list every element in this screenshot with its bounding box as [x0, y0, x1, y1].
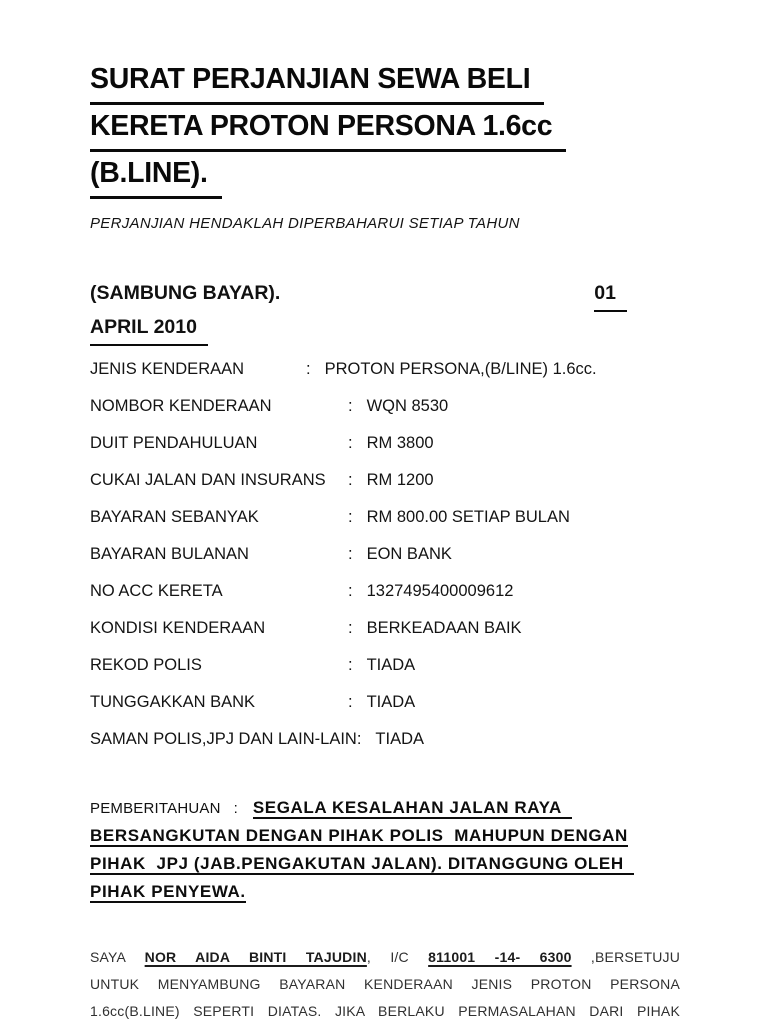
detail-label: NO ACC KERETA — [90, 582, 223, 600]
notice-line-3 — [90, 850, 680, 878]
detail-colon: : — [306, 360, 311, 378]
notice-line-2 — [90, 822, 680, 850]
title-text-2: KERETA PROTON PERSONA 1.6cc — [90, 105, 566, 152]
detail-label: DUIT PENDAHULUAN — [90, 434, 258, 452]
detail-value: WQN 8530 — [366, 397, 449, 415]
detail-colon: : — [348, 582, 353, 600]
title-line-3 — [90, 152, 680, 199]
closing-line-2: UNTUK MENYAMBUNG BAYARAN KENDERAAN JENIS PROTON PERSONA — [90, 975, 680, 992]
notice-text-1: SEGALA KESALAHAN JALAN RAYA — [253, 798, 572, 819]
detail-value: TIADA — [366, 656, 416, 674]
date-heading — [90, 278, 680, 346]
detail-colon: : — [348, 434, 353, 452]
title-text-1: SURAT PERJANJIAN SEWA BELI — [90, 58, 544, 105]
detail-colon: : — [348, 693, 353, 711]
detail-colon: : — [348, 397, 353, 415]
detail-row-duit-pendahuluan — [90, 435, 680, 452]
vehicle-details-list — [90, 361, 680, 748]
detail-colon: : — [356, 730, 362, 748]
detail-row-nombor-kenderaan — [90, 398, 680, 415]
notice-text-2: BERSANGKUTAN DENGAN PIHAK POLIS MAHUPUN DENGAN — [90, 825, 628, 845]
detail-value: TIADA — [366, 693, 416, 711]
notice-block — [90, 794, 680, 906]
detail-label: JENIS KENDERAAN — [90, 360, 245, 378]
document-title — [90, 58, 680, 199]
detail-row-no-acc-kereta — [90, 583, 680, 600]
detail-row-rekod-polis — [90, 657, 680, 674]
detail-row-bayaran-bulanan — [90, 546, 680, 563]
detail-colon: : — [348, 471, 353, 489]
ic-number: 811001 -14- 6300 — [428, 948, 572, 965]
closing-pre: SAYA — [90, 948, 126, 965]
notice-label: PEMBERITAHUAN — [90, 799, 221, 817]
detail-row-tunggakkan-bank — [90, 694, 680, 711]
detail-label: NOMBOR KENDERAAN — [90, 397, 272, 415]
date-day: 01 — [594, 278, 627, 312]
detail-row-bayaran-sebanyak — [90, 509, 680, 526]
detail-row-jenis-kenderaan — [90, 361, 680, 378]
detail-value: BERKEADAAN BAIK — [366, 619, 522, 637]
title-line-2 — [90, 105, 680, 152]
notice-colon: : — [233, 799, 238, 817]
notice-text-4: PIHAK PENYEWA. — [90, 881, 246, 901]
detail-label: REKOD POLIS — [90, 656, 202, 674]
date-heading-line-1 — [90, 278, 680, 312]
closing-line-3: 1.6cc(B.LINE) SEPERTI DIATAS. JIKA BERLAKU PERMASALAHAN DARI PIHAK — [90, 1002, 680, 1019]
detail-row-kondisi-kenderaan — [90, 620, 680, 637]
detail-colon: : — [348, 545, 353, 563]
detail-label: BAYARAN BULANAN — [90, 545, 249, 563]
detail-value: RM 3800 — [366, 434, 434, 452]
title-line-1 — [90, 58, 680, 105]
closing-line-1 — [90, 944, 680, 971]
notice-text-3: PIHAK JPJ (JAB.PENGAKUTAN JALAN). DITANGGUNG OLEH — [90, 854, 634, 875]
date-heading-line-2 — [90, 312, 680, 346]
notice-line-1 — [90, 794, 680, 822]
detail-value: PROTON PERSONA,(B/LINE) 1.6cc. — [324, 360, 597, 378]
ic-label: I/C — [390, 948, 409, 965]
detail-row-saman-polis — [90, 731, 680, 748]
tenant-name: NOR AIDA BINTI TAJUDIN — [144, 948, 367, 965]
detail-label: CUKAI JALAN DAN INSURANS — [90, 471, 326, 489]
notice-line-4 — [90, 878, 680, 906]
detail-value: RM 1200 — [366, 471, 434, 489]
date-month-year: APRIL 2010 — [90, 312, 208, 346]
closing-paragraph — [90, 944, 680, 1025]
detail-colon: : — [348, 619, 353, 637]
sambung-bayar-label: (SAMBUNG BAYAR). — [90, 282, 281, 304]
detail-value: TIADA — [375, 730, 425, 748]
detail-row-cukai-jalan — [90, 472, 680, 489]
detail-label: KONDISI KENDERAAN — [90, 619, 266, 637]
title-text-3: (B.LINE). — [90, 152, 222, 199]
detail-label: TUNGGAKKAN BANK — [90, 693, 256, 711]
subtitle: PERJANJIAN HENDAKLAH DIPERBAHARUI SETIAP TAHUN — [90, 215, 520, 232]
detail-value: EON BANK — [366, 545, 452, 563]
detail-value: RM 800.00 SETIAP BULAN — [366, 508, 570, 526]
closing-post: ,BERSETUJU — [590, 948, 681, 965]
detail-label: SAMAN POLIS,JPJ DAN LAIN-LAIN — [90, 730, 357, 748]
detail-colon: : — [348, 656, 353, 674]
detail-colon: : — [348, 508, 353, 526]
detail-value: 1327495400009612 — [366, 582, 514, 600]
comma: , — [366, 948, 371, 965]
detail-label: BAYARAN SEBANYAK — [90, 508, 259, 526]
